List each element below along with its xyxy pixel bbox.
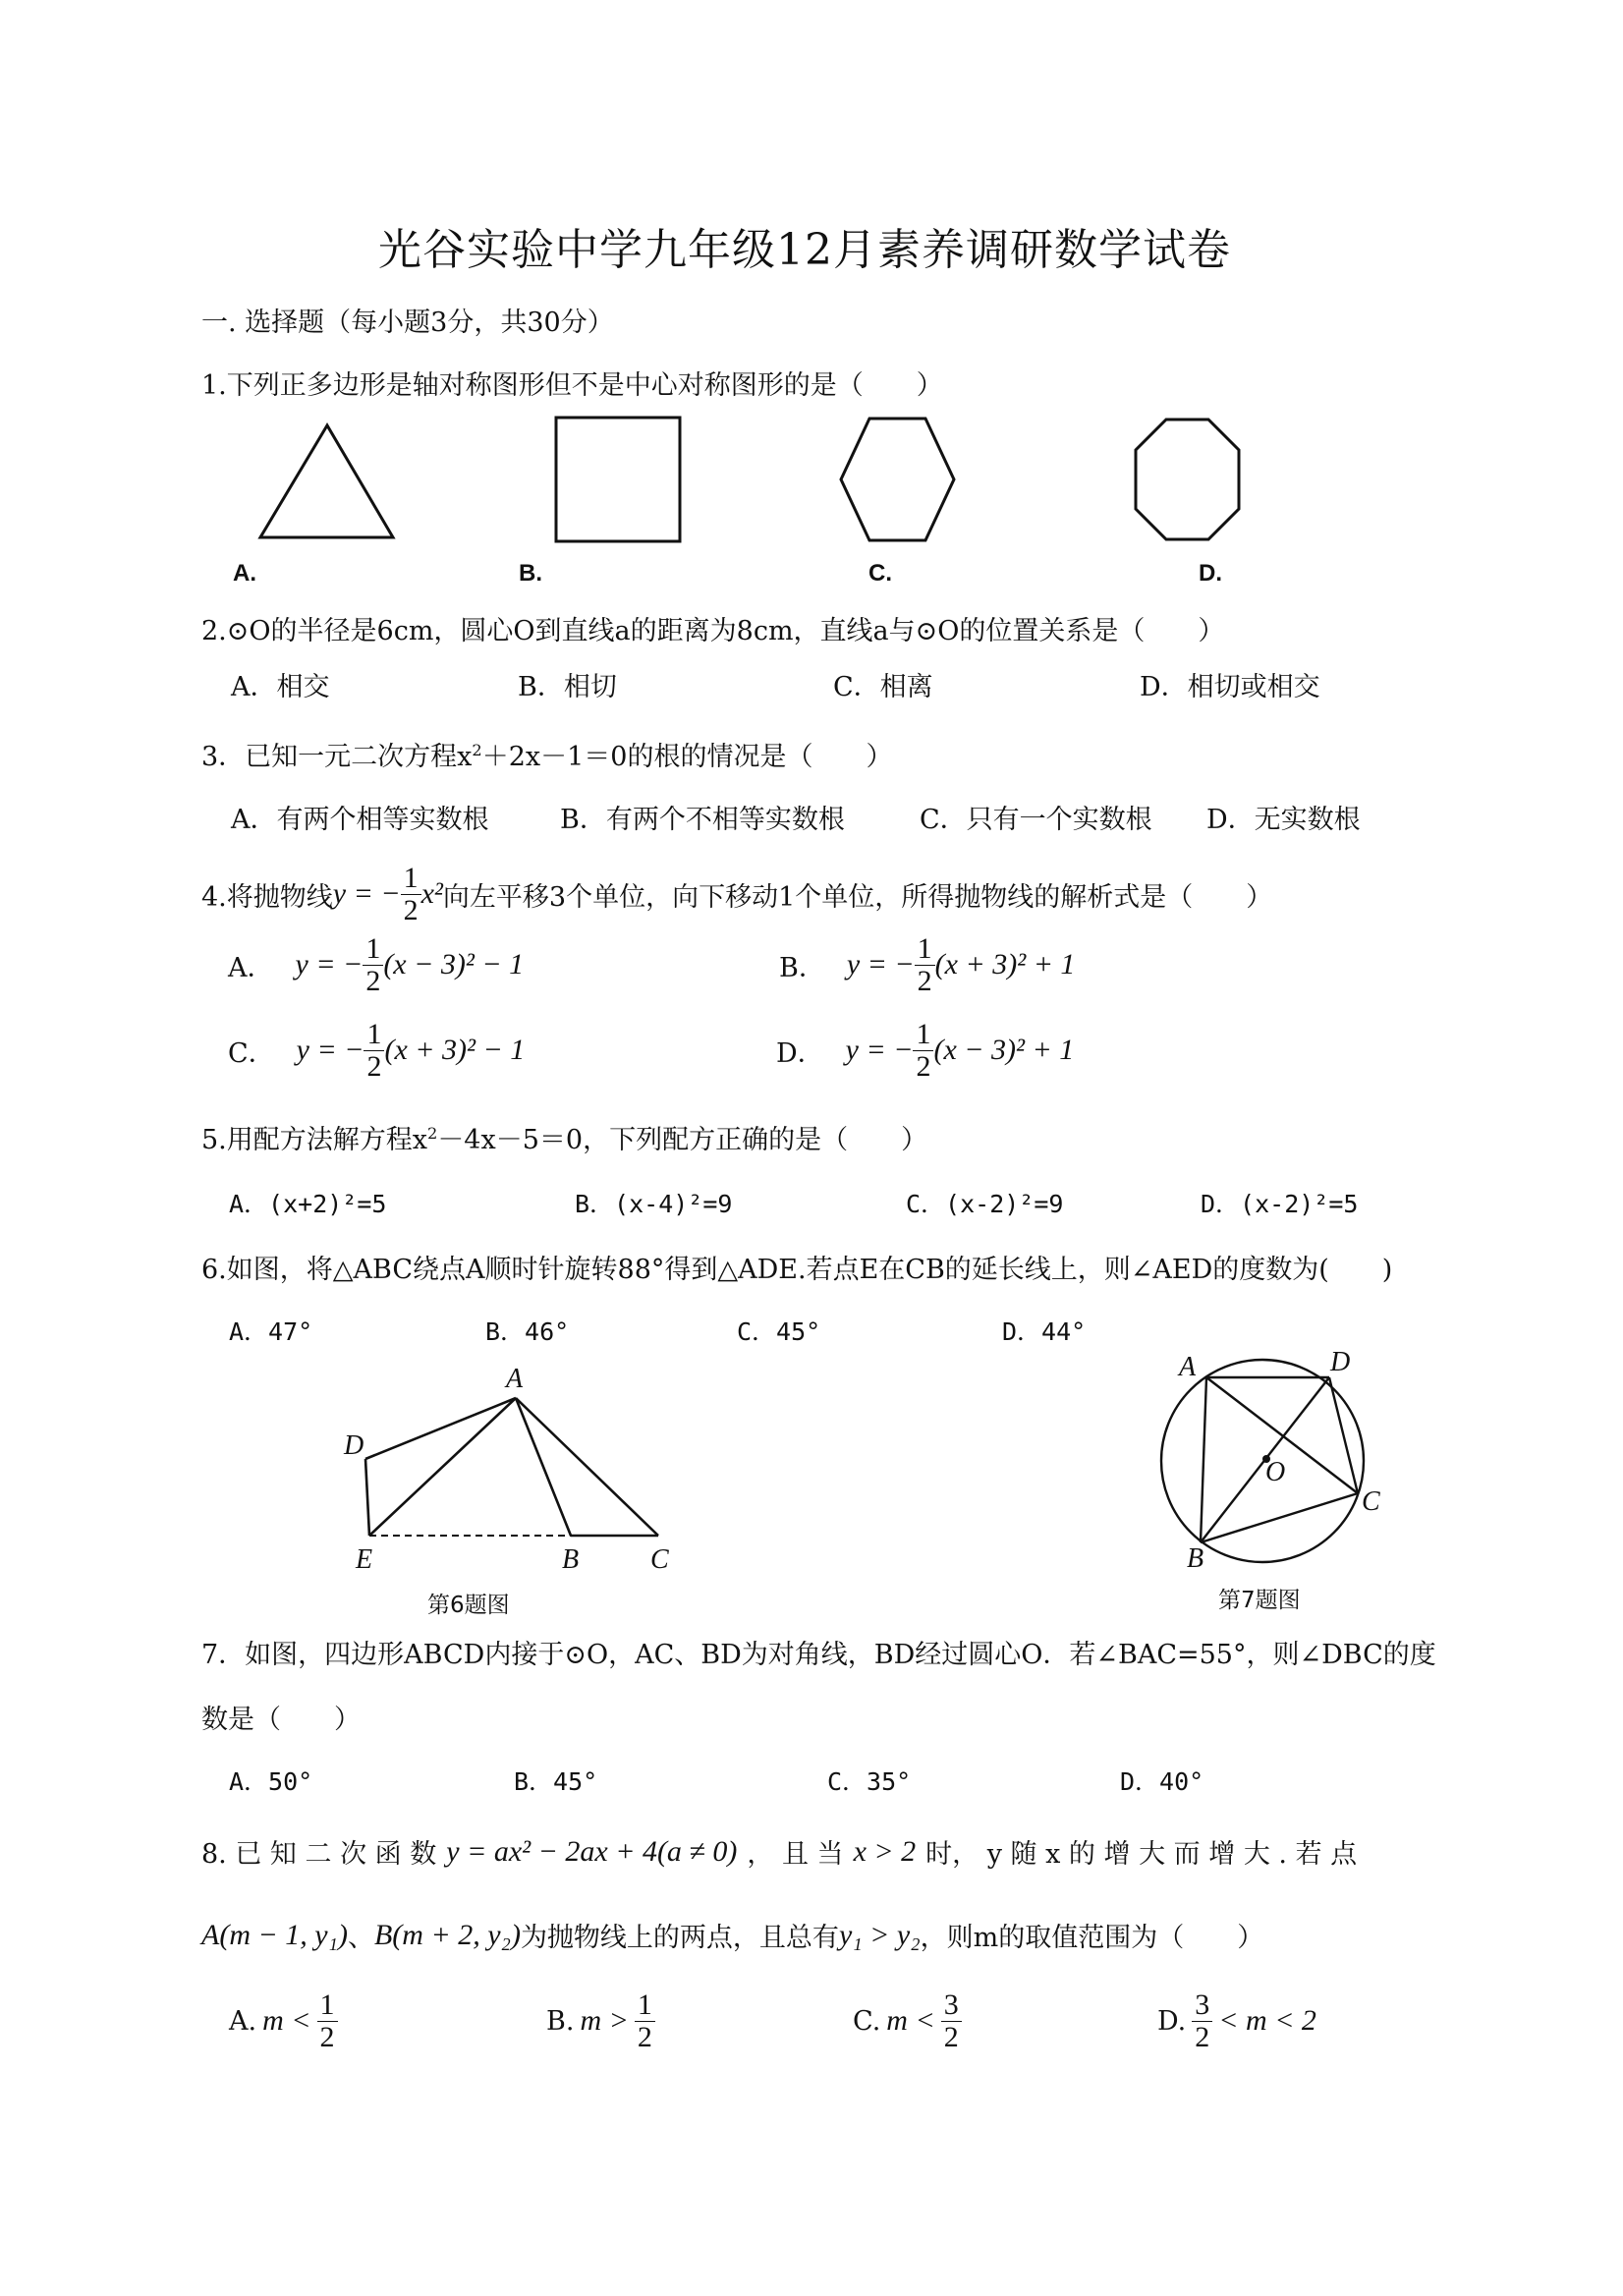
q5-option-a: A．(x+2)²=5 xyxy=(229,1190,387,1218)
question-8-stem-line-2 xyxy=(201,1916,1263,1954)
q4-stem-expr-left: y = − xyxy=(332,877,401,910)
q3-option-b: B．有两个不相等实数根 xyxy=(560,805,845,835)
q8-function-expr: y = ax² − 2ax + 4(a ≠ 0) xyxy=(446,1834,738,1868)
point-label-A: A xyxy=(506,1364,524,1394)
option-fraction xyxy=(635,1989,655,2052)
question-7-stem-line-2: 数是（ ） xyxy=(201,1705,361,1735)
fraction-numerator: 3 xyxy=(1192,1989,1212,2022)
option-expr-right: (x − 3)² − 1 xyxy=(383,948,525,980)
q8-line2-part-1: 为抛物线上的两点，且总有 xyxy=(520,1923,839,1953)
figure-6-diagram xyxy=(334,1361,698,1577)
point-label-C: C xyxy=(1362,1486,1380,1517)
option-expr-right: (x + 3)² − 1 xyxy=(384,1034,526,1066)
point-label-B: B xyxy=(1187,1543,1204,1574)
point-label-D: D xyxy=(344,1430,364,1461)
option-expr-right: (x − 3)² + 1 xyxy=(933,1034,1075,1066)
q4-option-d xyxy=(776,1019,1074,1082)
q3-stem-exponent: 2 xyxy=(472,741,482,759)
q4-option-b xyxy=(779,933,1075,996)
option-expr-right: (x + 3)² + 1 xyxy=(934,948,1076,980)
option-expr-left: m > xyxy=(580,2004,629,2037)
question-8-stem-line-1 xyxy=(201,1832,1357,1871)
q2-option-c: C．相离 xyxy=(833,672,933,702)
option-letter: A． xyxy=(228,952,274,983)
point-label-B: B xyxy=(562,1544,580,1575)
question-2-stem: 2.⊙O的半径是6cm，圆心O到直线a的距离为8cm，直线a与⊙O的位置关系是（ ） xyxy=(201,616,1225,646)
q1-figures xyxy=(246,408,1316,545)
q7-option-d: D．40° xyxy=(1120,1767,1204,1796)
fraction-numerator: 1 xyxy=(364,1019,384,1051)
fraction-denominator: 2 xyxy=(1195,2020,1210,2053)
q8-option-a xyxy=(229,1989,338,2052)
q8-option-d xyxy=(1157,1989,1316,2052)
q8-condition-expr: x > 2 xyxy=(853,1834,917,1868)
option-expr-right: < m < 2 xyxy=(1218,2004,1316,2037)
figure-7-caption: 第7题图 xyxy=(1218,1588,1301,1613)
fraction-numerator: 1 xyxy=(635,1989,655,2022)
point-label-O: O xyxy=(1265,1457,1286,1487)
fraction-numerator: 1 xyxy=(913,1019,933,1051)
page-title: 光谷实验中学九年级12月素养调研数学试卷 xyxy=(378,225,1231,275)
fraction-numerator: 3 xyxy=(941,1989,962,2022)
q1-option-b-label: B. xyxy=(519,560,542,587)
fraction-denominator: 2 xyxy=(637,2020,652,2053)
q7-option-c: C．35° xyxy=(827,1767,912,1796)
option-fraction xyxy=(913,1019,933,1082)
q4-stem-fraction xyxy=(401,863,421,925)
fraction-denominator: 2 xyxy=(917,964,932,997)
question-7-stem-line-1: 7．如图，四边形ABCD内接于⊙O，AC、BD为对角线，BD经过圆心O．若∠BAC=55°，则∠DBC的度 xyxy=(201,1640,1436,1670)
fraction-denominator: 2 xyxy=(403,893,419,926)
figure-6-caption: 第6题图 xyxy=(427,1593,510,1618)
option-letter: A. xyxy=(229,2005,257,2037)
q8-separator: 、 xyxy=(347,1923,374,1953)
option-expr-left: y = − xyxy=(295,948,364,980)
q5-option-b: B．(x-4)²=9 xyxy=(575,1190,733,1218)
q7-option-a: A．50° xyxy=(229,1767,313,1796)
q1-option-d-label: D. xyxy=(1199,560,1222,587)
q2-option-d: D．相切或相交 xyxy=(1140,672,1320,702)
segment-AB xyxy=(516,1398,571,1536)
q4-stem-part-2: 向左平移3个单位，向下移动1个单位，所得抛物线的解析式是（ ） xyxy=(442,881,1273,913)
segment-EA xyxy=(369,1398,516,1536)
fraction-denominator: 2 xyxy=(366,1049,382,1083)
figure-7-diagram xyxy=(1140,1341,1405,1577)
q3-option-d: D．无实数根 xyxy=(1206,805,1361,835)
q8-inequality: y₁ > y₂ xyxy=(838,1918,921,1951)
fraction-denominator: 2 xyxy=(916,1049,931,1083)
option-fraction xyxy=(363,933,383,996)
option-fraction xyxy=(317,1989,338,2052)
fraction-numerator: 1 xyxy=(363,933,383,966)
question-1-stem: 1.下列正多边形是轴对称图形但不是中心对称图形的是（ ） xyxy=(201,370,943,401)
section-header: 一. 选择题（每小题3分，共30分） xyxy=(201,308,614,338)
segment-DA xyxy=(365,1398,516,1459)
q6-option-d: D．44° xyxy=(1002,1317,1087,1346)
option-fraction xyxy=(915,933,935,996)
q5-stem-part-1: 5.用配方法解方程x xyxy=(201,1125,427,1155)
q8-line1-part-3: 时， y 随 x 的 增 大 而 增 大 . 若 点 xyxy=(925,1839,1358,1870)
fraction-numerator: 1 xyxy=(915,933,935,966)
hexagon-icon xyxy=(841,419,954,540)
option-fraction xyxy=(364,1019,384,1082)
q3-stem-part-1: 3．已知一元二次方程x xyxy=(201,742,473,772)
option-fraction xyxy=(1192,1989,1212,2052)
q8-line1-part-2: ， 且 当 xyxy=(747,1839,844,1870)
option-letter: B． xyxy=(779,952,825,983)
question-3-stem xyxy=(201,735,892,773)
point-label-D: D xyxy=(1330,1347,1351,1377)
q4-stem-part-1: 4.将抛物线 xyxy=(201,881,333,913)
q5-stem-exponent: 2 xyxy=(427,1124,438,1143)
square-icon xyxy=(556,418,680,541)
q2-option-b: B．相切 xyxy=(518,672,617,702)
segment-AC xyxy=(516,1398,658,1536)
option-expr-left: y = − xyxy=(846,948,915,980)
fraction-denominator: 2 xyxy=(319,2020,335,2053)
point-label-C: C xyxy=(650,1544,669,1575)
q8-option-b xyxy=(546,1989,655,2052)
q5-option-c: C．(x-2)²=9 xyxy=(906,1190,1064,1218)
q8-point-b: B(m + 2, y₂) xyxy=(373,1918,521,1951)
q8-line1-part-1: 8. 已 知 二 次 函 数 xyxy=(201,1839,437,1870)
option-fraction xyxy=(941,1989,962,2052)
segment-BA xyxy=(1201,1377,1206,1542)
q5-option-d: D．(x-2)²=5 xyxy=(1201,1190,1359,1218)
point-label-E: E xyxy=(356,1544,373,1575)
option-expr-left: m < xyxy=(262,2004,311,2037)
q7-option-b: B．45° xyxy=(514,1767,598,1796)
option-expr-left: m < xyxy=(886,2004,935,2037)
fraction-numerator: 1 xyxy=(401,863,421,895)
q8-point-a: A(m − 1, y₁) xyxy=(201,1918,348,1951)
q6-option-a: A．47° xyxy=(229,1317,313,1346)
q3-stem-part-2: ＋2x－1＝0的根的情况是（ ） xyxy=(481,742,893,772)
option-expr-left: y = − xyxy=(845,1034,914,1066)
q8-option-c xyxy=(853,1989,962,2052)
q6-option-c: C．45° xyxy=(737,1317,821,1346)
q2-option-a: A．相交 xyxy=(231,672,330,702)
equilateral-triangle-icon xyxy=(260,425,393,537)
point-label-A: A xyxy=(1179,1352,1197,1382)
option-letter: C. xyxy=(853,2005,881,2037)
option-letter: D． xyxy=(776,1037,824,1069)
q3-option-c: C．只有一个实数根 xyxy=(920,805,1152,835)
fraction-numerator: 1 xyxy=(317,1989,338,2022)
q1-option-a-label: A. xyxy=(233,560,256,587)
octagon-icon xyxy=(1136,420,1239,539)
question-4-stem xyxy=(201,863,1272,925)
q1-option-c-label: C. xyxy=(868,560,892,587)
option-letter: B. xyxy=(546,2005,575,2037)
segment-DE xyxy=(365,1459,369,1536)
q5-stem-part-2: －4x－5＝0，下列配方正确的是（ ） xyxy=(437,1125,928,1155)
option-letter: C． xyxy=(228,1037,275,1069)
q6-option-b: B．46° xyxy=(485,1317,570,1346)
q3-option-a: A．有两个相等实数根 xyxy=(231,805,489,835)
fraction-denominator: 2 xyxy=(943,2020,959,2053)
q8-line2-part-2: ，则m的取值范围为（ ） xyxy=(920,1923,1264,1953)
segment-CB xyxy=(1201,1493,1358,1542)
fraction-denominator: 2 xyxy=(365,964,381,997)
q4-option-a xyxy=(228,933,524,996)
question-6-stem: 6.如图，将△ABC绕点A顺时针旋转88°得到△ADE.若点E在CB的延长线上，则∠AED的度数为( ) xyxy=(201,1255,1393,1285)
q4-option-c xyxy=(228,1019,525,1082)
option-expr-left: y = − xyxy=(296,1034,364,1066)
q4-stem-expr-right: x² xyxy=(420,877,443,910)
question-5-stem xyxy=(201,1118,927,1156)
option-letter: D. xyxy=(1157,2005,1187,2037)
